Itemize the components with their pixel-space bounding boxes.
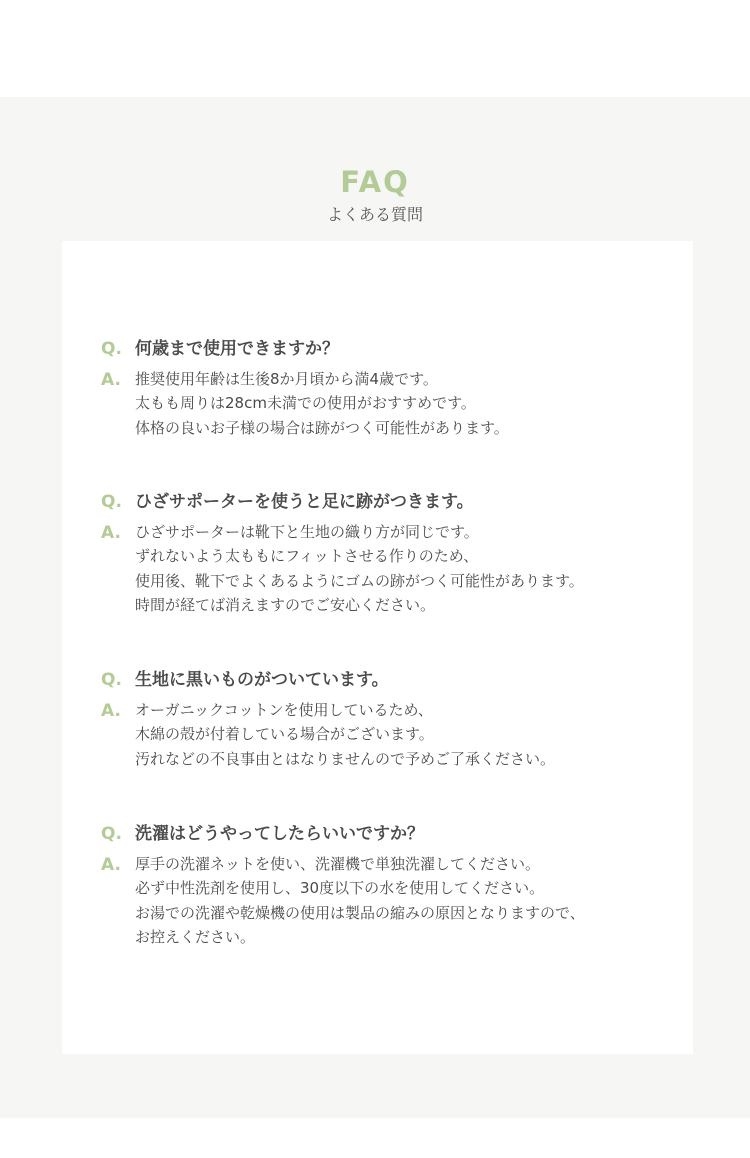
faq-item-3: [101, 666, 661, 771]
answer-row: [101, 520, 661, 617]
answer-line: 厚手の洗濯ネットを使い、洗濯機で単独洗濯してください。: [135, 855, 541, 873]
answer-line: 太もも周りは28cm未満での使用がおすすめです。: [135, 394, 476, 413]
answer-marker: A.: [101, 370, 121, 390]
question-marker: Q.: [101, 824, 122, 844]
faq-section: [0, 97, 750, 1118]
answer-line: 汚れなどの不良事由とはなりませんので予めご了承ください。: [135, 749, 556, 768]
answer-row: [101, 698, 661, 771]
question-text: ひざサポーターを使うと足に跡がつきます。: [135, 492, 474, 512]
faq-item-2: [101, 488, 661, 617]
answer-line: 体格の良いお子様の場合は跡がつく可能性があります。: [135, 418, 509, 437]
question-marker: Q.: [101, 492, 122, 512]
question-marker: Q.: [101, 339, 122, 359]
answer-line: お控えください。: [135, 927, 256, 946]
faq-item-4: [101, 820, 661, 949]
faq-card: [62, 241, 693, 1054]
question-text: 生地に黒いものがついています。: [135, 670, 389, 690]
answer-marker: A.: [101, 855, 121, 875]
faq-subtitle: よくある質問: [326, 205, 423, 224]
answer-marker: A.: [101, 523, 121, 543]
answer-line: お湯での洗濯や乾燥機の使用は製品の縮みの原因となりますので、: [135, 903, 585, 922]
answer-line: ずれないよう太ももにフィットさせる作りのため、: [135, 547, 479, 566]
faq-title: FAQ: [340, 165, 410, 199]
answer-marker: A.: [101, 701, 121, 721]
answer-line: 使用後、靴下でよくあるようにゴムの跡がつく可能性があります。: [135, 571, 584, 590]
answer-line: 推奨使用年齢は生後8か月頃から満4歳です。: [135, 370, 438, 388]
faq-item-1: [101, 335, 661, 440]
question-text: 何歳まで使用できますか？: [135, 339, 339, 359]
question-row: [101, 820, 661, 848]
answer-line: 時間が経てば消えますのでご安心ください。: [135, 595, 436, 614]
question-row: [101, 335, 661, 363]
answer-row: [101, 367, 661, 440]
answer-line: ひざサポーターは靴下と生地の織り方が同じです。: [135, 523, 479, 541]
question-marker: Q.: [101, 670, 122, 690]
answer-line: オーガニックコットンを使用しているため、: [135, 701, 433, 719]
question-row: [101, 666, 661, 694]
answer-line: 必ず中性洗剤を使用し、30度以下の水を使用してください。: [135, 879, 545, 898]
question-row: [101, 488, 661, 516]
question-text: 洗濯はどうやってしたらいいですか？: [135, 824, 424, 844]
answer-line: 木綿の殻が付着している場合がございます。: [135, 725, 434, 744]
answer-row: [101, 852, 661, 949]
